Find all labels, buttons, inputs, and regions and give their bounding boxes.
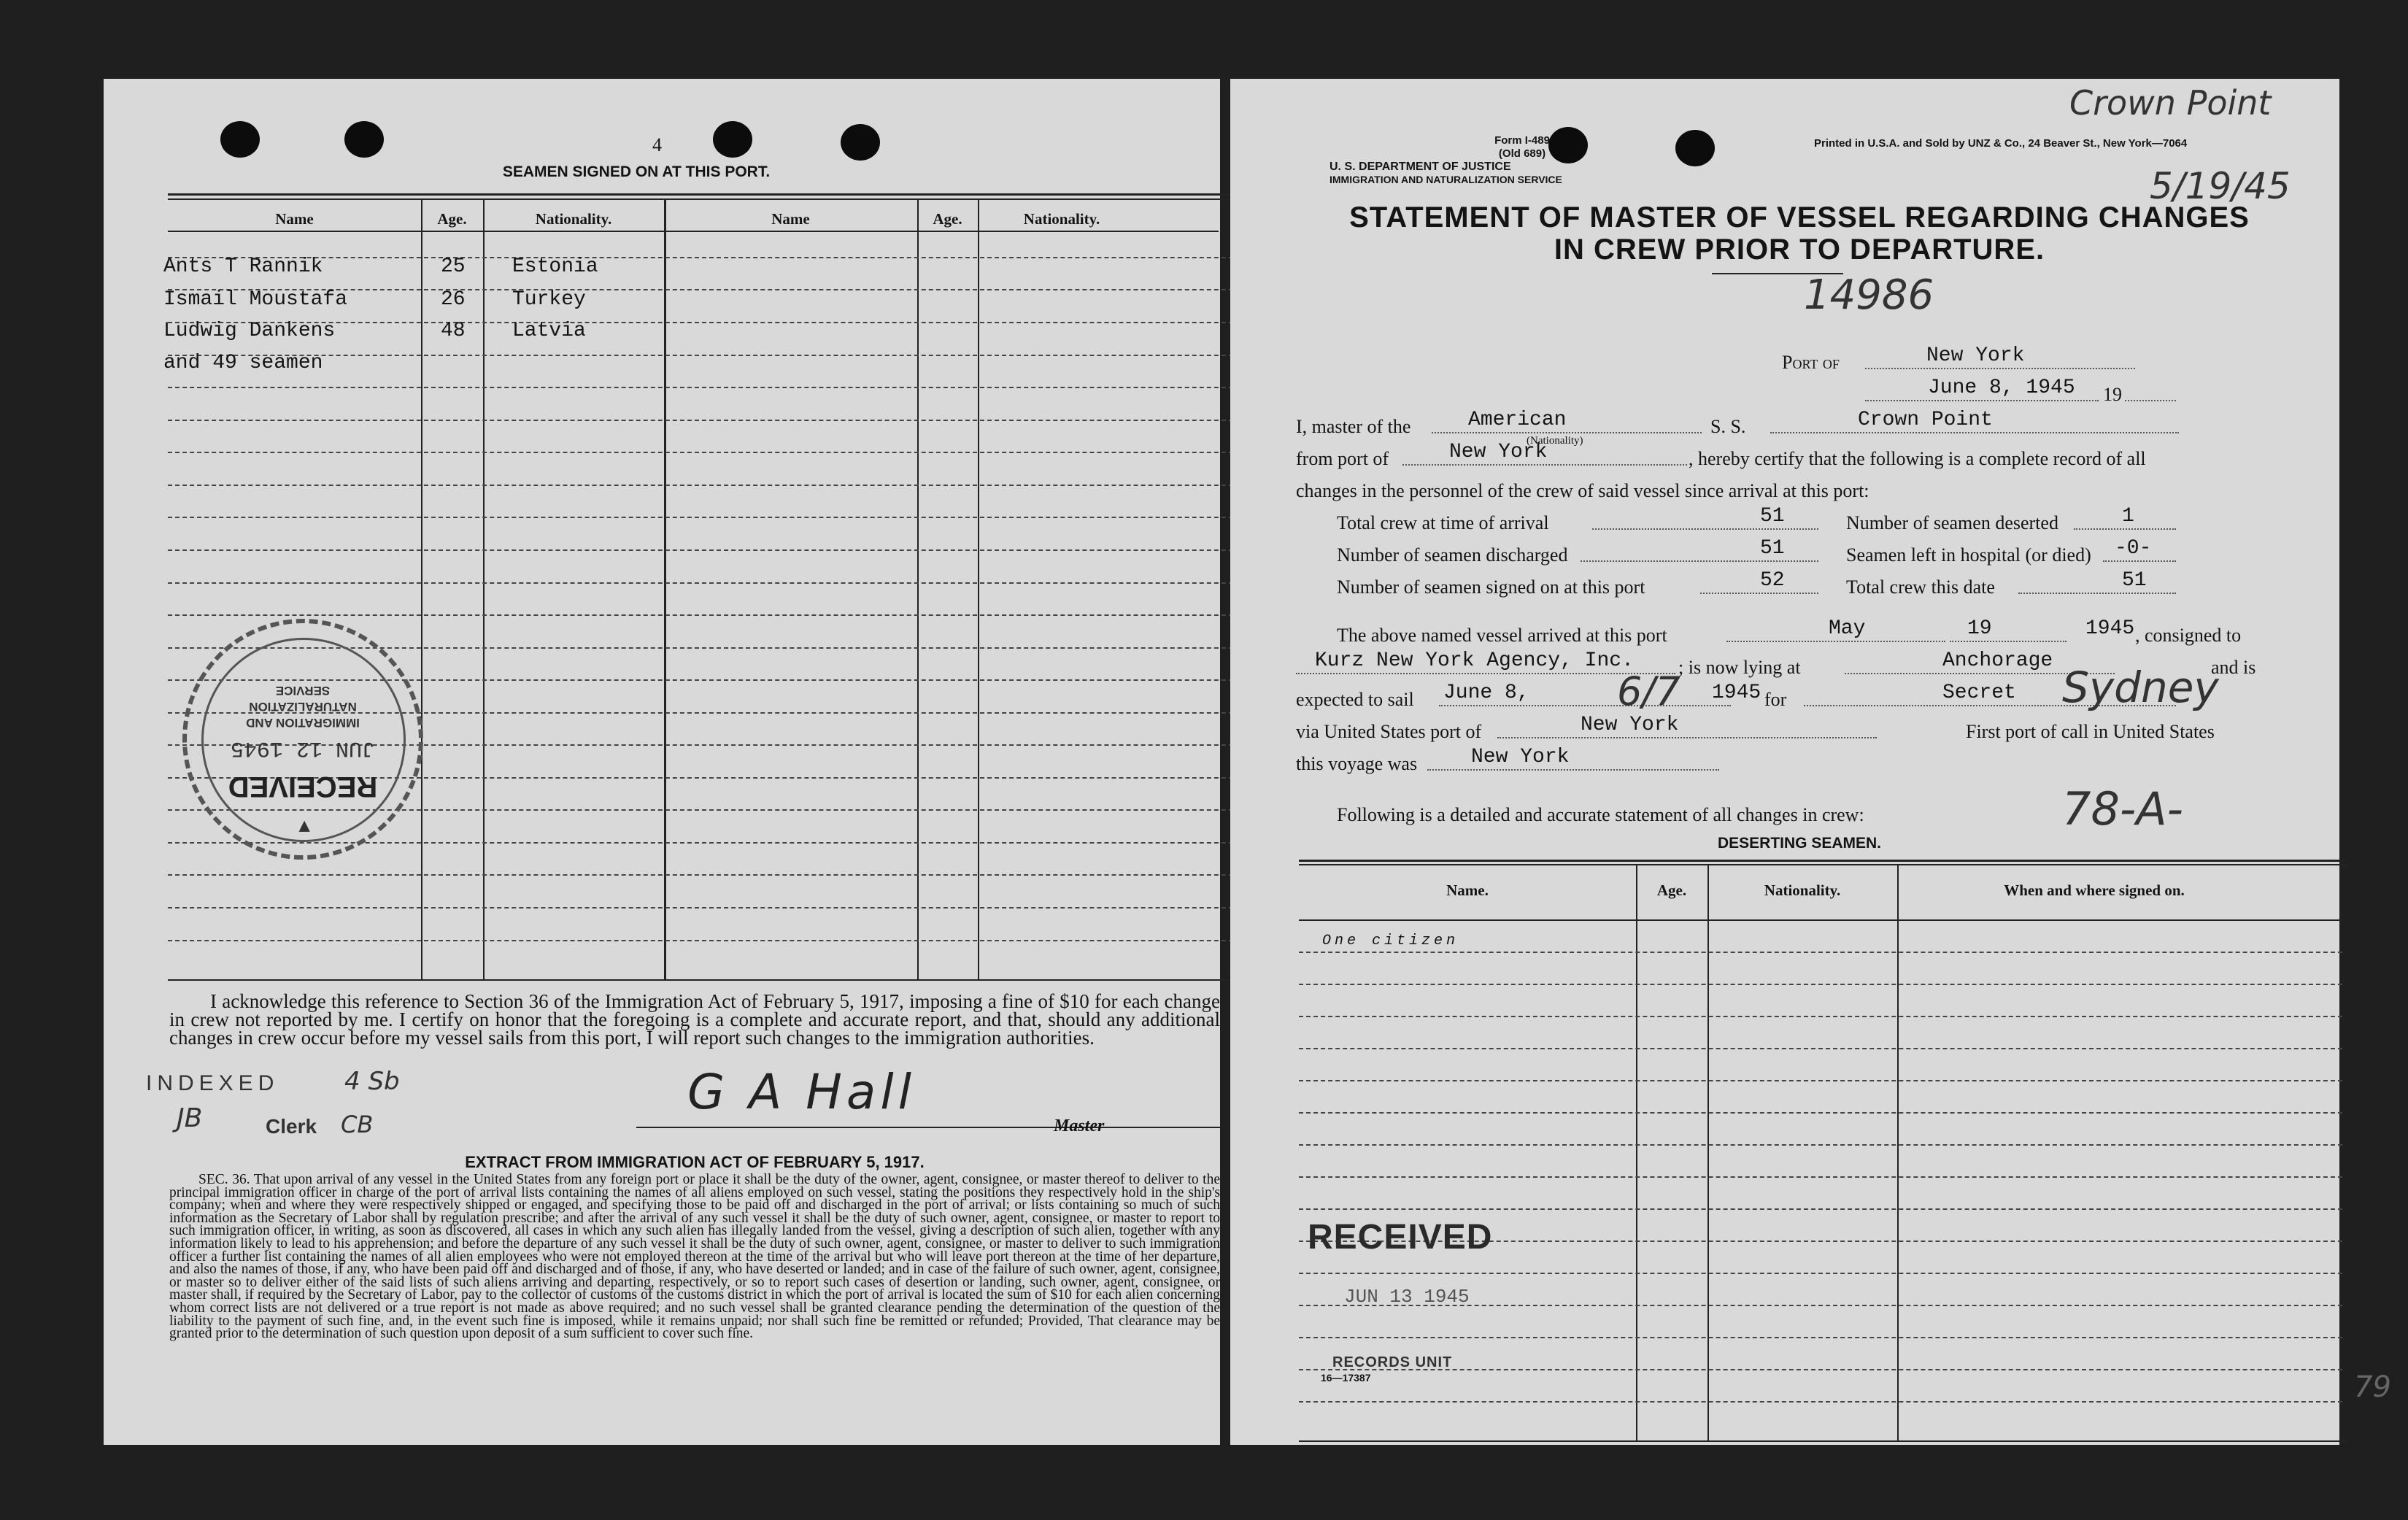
fill-line: [2125, 400, 2176, 401]
signature-line: [636, 1127, 1220, 1128]
table-bottom-rule: [168, 979, 1255, 981]
for-label: for: [1764, 689, 1787, 710]
nationality-caption: (Nationality): [1527, 435, 1583, 447]
total-crew-arrival-value: 51: [1760, 505, 1785, 528]
punch-hole: [220, 121, 260, 158]
extract-text: SEC. 36. That upon arrival of any vessel in the United States from any foreign port or place it shall be the duty of the owner, agent, consignee, or master thereof to deliver to the principal immigration officer in charge of the port of arrival lists containing the names of all aliens employed on such vessel, stating the positions they respectively hold in the ship's company; when and where they were respectively shipped or engaged, and specifying those to be paid off and discharged in the port of arrival; or lists containing so much of such information as the Secretary of Labor shall by regulation prescribe; and after the arrival of any such vessel it shall be the duty of such owner, agent, consignee, or master to report to such immigration officer, in writing, as soon as discovered, all cases in which any such alien has illegally landed from the vessel, giving a description of such alien, together with any information likely to lead to his apprehension; and before the departure of any such vessel it shall be the duty of such owner, agent, consignee, or master to deliver to such immigration officer a further list containing the names of all alien employees who were not employed thereon at the time of the arrival but who will leave port thereon at the time of her departure, and also the names of those, if any, who have been paid off and discharged and of those, if any, who have deserted or landed; and in case of the failure of such owner, agent, consignee, or master so to deliver either of the said lists of such aliens arriving and departing, respectively, or so to report such cases of desertion or landing, such owner, agent, consignee, or master shall, if required by the Secretary of Labor, pay to the collector of customs of the customs district in which the port of arrival is located the sum of $10 for each alien concerning whom correct lists are not delivered or a true report is not made as above required; and no such vessel shall be granted clearance pending the determination of the question of the liability to the payment of such fine, and, in the event such fine is imposed, while it remains unpaid; nor shall such fine be remitted or refunded; Provided, That clearance may be granted prior to the determination of such question upon deposit of a sum sufficient to cover such fine.: [169, 1172, 1220, 1342]
stamp-line: IMMIGRATION AND: [246, 716, 360, 730]
indexed-stamp: INDEXED: [146, 1071, 279, 1095]
form-title-line2: IN CREW PRIOR TO DEPARTURE.: [1554, 234, 2045, 266]
following-text: Following is a detailed and accurate statement of all changes in crew:: [1337, 804, 1864, 825]
row-rule: [1299, 1176, 2342, 1178]
total-crew-date-value: 51: [2122, 569, 2147, 592]
sail-year: 1945: [1712, 682, 1761, 704]
column-header-age: Age.: [933, 210, 962, 228]
records-unit-stamp: RECORDS UNIT: [1332, 1354, 1453, 1370]
fill-line: [1865, 400, 2099, 401]
fill-line: [1427, 769, 1719, 771]
row-rule: [1299, 1273, 2342, 1274]
via-label: via United States port of: [1296, 721, 1482, 742]
first-call-label: First port of call in United States: [1966, 721, 2215, 742]
total-crew-date-label: Total crew this date: [1846, 576, 1995, 598]
column-header-name: Name: [275, 210, 314, 228]
fill-line: [1865, 368, 2135, 369]
fill-line: [1439, 705, 1731, 706]
row-rule: [1299, 1369, 2342, 1370]
lying-at-value: Anchorage: [1942, 649, 2053, 672]
deserted-label: Number of seamen deserted: [1846, 512, 2058, 533]
row-rule: [168, 874, 1255, 876]
fill-line: [2074, 528, 2176, 530]
deserting-header-signed-on: When and where signed on.: [2004, 881, 2185, 899]
seaman-age: 25: [441, 255, 466, 278]
arrived-day: 19: [1967, 617, 1992, 640]
fill-line: [1581, 560, 1818, 562]
date-value: June 8, 1945: [1928, 377, 2075, 399]
clerk-label: Clerk: [266, 1115, 317, 1138]
left-page: [104, 79, 1220, 1445]
destination-handwritten: Sydney: [2062, 663, 2219, 712]
fill-line: [1497, 737, 1877, 738]
fill-line: [1402, 464, 1687, 466]
table-header-rule: [168, 231, 1219, 232]
hospital-label: Seamen left in hospital (or died): [1846, 544, 2091, 566]
row-rule: [168, 517, 1255, 518]
port-label: Port of: [1782, 352, 1840, 373]
sail-date-handwritten: 6/7: [1617, 668, 1680, 714]
arrived-year: 1945: [2085, 617, 2135, 640]
extract-title: EXTRACT FROM IMMIGRATION ACT OF FEBRUARY 5, 1917.: [465, 1153, 925, 1171]
port-value: New York: [1926, 344, 2025, 367]
discharged-value: 51: [1760, 537, 1785, 560]
table-top-rule: [168, 198, 1255, 200]
annotation-date: 5/19/45: [2150, 165, 2291, 207]
corner-number: 79: [2354, 1370, 2391, 1404]
column-divider: [664, 199, 666, 980]
table-top-rule: [1299, 860, 2347, 862]
indexed-note: 4 Sb: [344, 1067, 400, 1096]
row-rule: [168, 549, 1255, 551]
punch-hole: [841, 124, 880, 161]
deserted-value: 1: [2122, 505, 2134, 528]
row-rule: [1299, 1337, 2342, 1338]
row-rule: [1299, 1080, 2342, 1081]
fill-line: [1770, 432, 2179, 433]
total-crew-arrival-label: Total crew at time of arrival: [1337, 512, 1549, 533]
from-port-label: from port of: [1296, 448, 1389, 469]
fill-line: [2018, 593, 2176, 594]
lying-label: ; is now lying at: [1678, 657, 1801, 678]
sail-date: June 8,: [1443, 682, 1529, 704]
seaman-name: Ludwig Dankens: [163, 320, 336, 342]
page-number: 4: [652, 134, 662, 155]
column-header-nationality: Nationality.: [535, 210, 612, 228]
stamp-arrow-icon: ▼: [295, 817, 314, 838]
column-divider: [483, 199, 485, 980]
destination-value: Secret: [1942, 682, 2016, 704]
handwritten-code: 78-A-: [2062, 782, 2184, 836]
row-rule: [168, 452, 1255, 453]
row-rule: [1299, 1048, 2342, 1049]
received-stamp-text: RECEIVED: [1308, 1218, 1493, 1257]
seaman-age: 48: [441, 320, 466, 342]
table-top-rule: [168, 193, 1255, 196]
row-rule: [1299, 1016, 2342, 1017]
form-code: 16—17387: [1321, 1372, 1371, 1384]
nationality-value: American: [1468, 409, 1567, 431]
voyage-port: New York: [1471, 746, 1570, 768]
clerk-initials: CB: [341, 1111, 374, 1138]
table-top-rule: [1299, 864, 2347, 865]
received-stamp-date: JUN 13 1945: [1344, 1286, 1470, 1308]
deserter-name: One citizen: [1322, 933, 1459, 949]
clerk-initials: JB: [177, 1103, 203, 1133]
column-header-name: Name: [771, 210, 810, 228]
seaman-nationality: Turkey: [512, 288, 586, 311]
column-divider: [917, 199, 919, 980]
row-rule: [168, 355, 1255, 356]
signed-on-value: 52: [1760, 569, 1785, 592]
deserting-title: DESERTING SEAMEN.: [1717, 835, 1882, 852]
master-signature: G A Hall: [687, 1064, 916, 1120]
stamp-line: NATURALIZATION: [249, 700, 357, 714]
column-divider: [978, 199, 979, 980]
column-header-age: Age.: [437, 210, 467, 228]
year-suffix: 19: [2103, 384, 2122, 405]
vessel-value: Crown Point: [1858, 409, 1993, 431]
ss-label: S. S.: [1710, 416, 1746, 437]
deserting-header-name: Name.: [1446, 881, 1489, 899]
department: U. S. DEPARTMENT OF JUSTICE: [1330, 161, 1511, 173]
form-old-number: (Old 689): [1498, 147, 1546, 160]
voyage-label: this voyage was: [1296, 753, 1418, 774]
punch-hole: [344, 121, 384, 158]
fill-line: [1950, 641, 2067, 642]
stamp-line: SERVICE: [275, 684, 331, 698]
from-port-value: New York: [1449, 441, 1548, 463]
row-rule: [168, 387, 1255, 388]
seaman-name: Ismail Moustafa: [163, 288, 348, 311]
column-divider: [421, 199, 422, 980]
deserting-header-age: Age.: [1656, 881, 1687, 899]
seaman-nationality: Estonia: [512, 255, 598, 278]
printer-credit: Printed in U.S.A. and Sold by UNZ & Co., 24 Beaver St., New York—7064: [1814, 137, 2188, 150]
row-rule: [1299, 1144, 2342, 1146]
form-title-line1: STATEMENT OF MASTER OF VESSEL REGARDING CHANGES: [1349, 201, 2250, 234]
row-rule: [1299, 952, 2342, 953]
expected-label: expected to sail: [1296, 689, 1414, 710]
consignee-value: Kurz New York Agency, Inc.: [1315, 649, 1634, 672]
fill-line: [2103, 560, 2176, 562]
column-header-nationality: Nationality.: [1023, 210, 1100, 228]
via-port: New York: [1581, 714, 1679, 736]
seaman-name: Ants T Rannik: [163, 255, 323, 278]
certify-text: , hereby certify that the following is a complete record of all: [1689, 448, 2146, 469]
deserting-header-nationality: Nationality.: [1764, 881, 1841, 899]
master-of-label: I, master of the: [1296, 416, 1411, 437]
stamp-date: JUN 12 1945: [230, 736, 376, 760]
form-number: Form I-489: [1494, 134, 1550, 147]
discharged-label: Number of seamen discharged: [1337, 544, 1568, 566]
fill-line: [1700, 593, 1818, 594]
punch-hole: [713, 121, 752, 158]
row-rule: [168, 420, 1255, 421]
row-rule: [1299, 984, 2342, 985]
row-rule: [168, 907, 1255, 908]
hospital-value: -0-: [2115, 537, 2152, 560]
row-rule: [168, 940, 1255, 941]
fill-line: [1592, 528, 1818, 530]
and-is-label: and is: [2211, 657, 2256, 678]
signed-on-label: Number of seamen signed on at this port: [1337, 576, 1645, 598]
row-rule: [168, 614, 1255, 616]
table-bottom-rule: [1299, 1440, 2347, 1442]
stamp-received-text: RECEIVED: [228, 771, 378, 803]
row-rule: [168, 582, 1255, 584]
seaman-age: 26: [441, 288, 466, 311]
service: IMMIGRATION AND NATURALIZATION SERVICE: [1330, 174, 1562, 185]
table-header-rule: [1299, 919, 2342, 921]
row-rule: [1299, 1112, 2342, 1114]
seaman-name: and 49 seamen: [163, 352, 323, 374]
acknowledgement-text: I acknowledge this reference to Section 36 of the Immigration Act of February 5, 1917, imposing a fine of $10 for each change in crew not reported by me. I certify on honor that the foregoing is a complete and accurate report, and that, should any additional changes in crew occur before my vessel sails from this port, I will report such changes to the immigration authorities.: [169, 990, 1220, 1049]
row-rule: [168, 257, 1255, 258]
row-rule: [168, 485, 1255, 486]
row-rule: [1299, 1208, 2342, 1210]
right-page: [1230, 79, 2339, 1445]
section-title: SEAMEN SIGNED ON AT THIS PORT.: [502, 163, 771, 180]
changes-text: changes in the personnel of the crew of said vessel since arrival at this port:: [1296, 480, 1869, 501]
annotation-vessel: Crown Point: [2069, 83, 2272, 123]
arrived-month: May: [1829, 617, 1866, 640]
master-label: Master: [1054, 1116, 1105, 1135]
consigned-label: , consigned to: [2135, 625, 2242, 646]
fill-line: [1432, 432, 1702, 433]
fill-line: [1726, 641, 1945, 642]
arrived-label: The above named vessel arrived at this port: [1337, 625, 1667, 646]
seaman-nationality: Latvia: [512, 320, 586, 342]
received-stamp: [182, 619, 423, 860]
handwritten-number: 14986: [1804, 271, 1934, 319]
row-rule: [1299, 1401, 2342, 1403]
